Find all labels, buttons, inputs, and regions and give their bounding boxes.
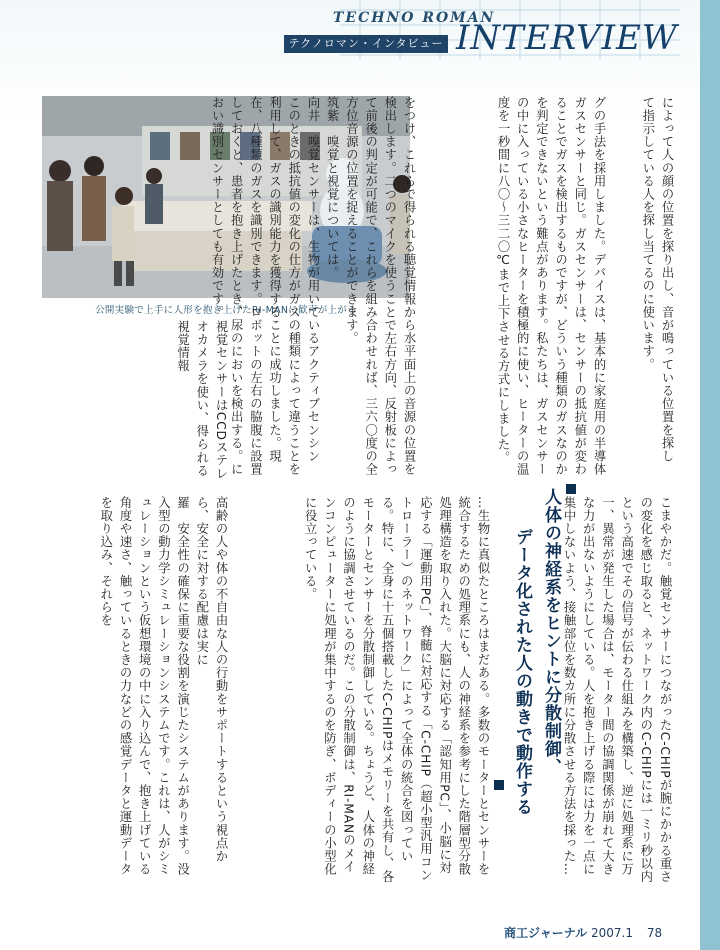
- header-en-label: TECHNO ROMAN: [333, 10, 496, 26]
- text-column-bottom-3: [42, 496, 230, 886]
- header-title: INTERVIEW: [456, 18, 678, 58]
- text-column-bottom-2: [230, 496, 492, 886]
- headline-bracket-mark: [566, 484, 576, 494]
- text-paragraph: …生物に真似たところはまだある。多数のモーターとセンサーを統合するための処理系にも、人の神経系を参考にした階層型分散処理構造を取り入れた。大脳に対応する「認知用PC」、小脳に対応する「運動用PC」、脊髄に対応する「C-CHIP（超小型汎用コントローラー）のネットワーク」によって全体の統合を図っている。特に、全身に十五個搭載したC-CHIPはメモリーを共有し、各モーターとセンサーを分散制御している。ちょうど、人体の神経のように協調させているのだ。この分散制御は、RI-MANのメインコンピューターに処理が集中するのを防ぎ、ボディーの小型化に役立っている。: [303, 496, 490, 884]
- journal-name: 商工ジャーナル: [504, 926, 588, 940]
- text-paragraph: 高齢の人や体の不自由な人の行動をサポートするという視点から、安全に対する配慮は実に: [194, 496, 228, 863]
- section-headline: [497, 488, 565, 816]
- text-paragraph: 向井 嗅覚センサーは、生物が用いているアクティブセンシン: [305, 96, 320, 463]
- text-paragraph: 視覚センサーはCCDステレオカメラを使い、得られる視覚情報: [175, 320, 228, 481]
- page-footer: [504, 924, 662, 941]
- photo-caption: 公開実験で上手に人形を抱き上げたRI-MANに歓声が上がる: [95, 305, 357, 316]
- page-number: 78: [646, 926, 663, 940]
- header-jp-label: テクノロマン・インタビュー: [284, 35, 448, 53]
- headline-line-2: データ化された人の動きで動作する: [512, 528, 532, 816]
- page-edge-strip: [700, 0, 720, 950]
- text-paragraph: 羅 安全性の確保に重要な役割を演じたシステムがあります。没入型の動力学シミュレーションシステムです。これは、人がシミュレーションという仮想環境の中に入り込んで、抱き上げている角度や速さ、触っているときの力などの感覚データと運動データを取り込み、それらを: [98, 496, 190, 876]
- headline-bracket-mark: [494, 780, 504, 790]
- text-paragraph: こまやかだ。触覚センサーにつながったC-CHIPが腕にかかる重さの変化を感じ取ると、ネットワーク内のC-CHIPには一ミリ秒以内という高速でその信号が伝わる仕組みを構築し、逆に処理系に万一、異常が発生した場合は、モーター間の協調関係が崩れて大きな力が出ないようにしている。人を抱き上げる際には力を一点に集中しないよう、接触部位を数カ所に分散させる方法を採った…: [561, 496, 672, 884]
- text-column-top-3: [42, 320, 230, 488]
- text-paragraph: 筑紫 嗅覚と視覚については。: [325, 96, 340, 280]
- text-paragraph: をつけ、これらで得られる聴覚情報から水平面上の音源の位置を検出します。二つのマイクを使うことで左右方向、反射板によって前後の判定が可能で、これらを組み合わせれば、三六〇度の全方位音源の位置を捉えることができます。: [344, 96, 416, 476]
- text-paragraph: グの手法を採用しました。デバイスは、基本的に家庭用の半導体ガスセンサーと同じ。ガスセンサーは、センサーの抵抗値が変わることでガスを検出するものですが、どういう種類のガスなのかを判定できないという難点があります。私たちは、ガスセンサーの中に入っている小さなヒーターを積極的に使い、ヒーターの温度を一秒間に八〇〜三二〇℃まで上下させる方式にしました。: [495, 96, 606, 476]
- text-paragraph: によって人の顔の位置を探り出し、音が鳴っている位置を探し: [660, 96, 674, 463]
- text-column-top-right: [614, 96, 676, 488]
- text-paragraph: て指示している人を探し当てるのに使います。: [640, 96, 655, 372]
- text-column-bottom-1: [561, 496, 674, 886]
- text-paragraph: このときの抵抗値の変化の仕方がガスの種類によって違うことを利用して、ガスの識別能力を獲得することに成功しました。現在、八種類のガスを識別できます。ロボットの左右の脇腹に設置しておくと、患者を抱き上げたとき、尿のにおいを検出する。におい識別センサーとしても有効です。: [209, 96, 301, 476]
- headline-line-1: 人体の神経系をヒントに分散制御、: [541, 488, 561, 776]
- issue-date: 2007.1: [591, 926, 633, 940]
- text-column-top-1: [418, 96, 608, 488]
